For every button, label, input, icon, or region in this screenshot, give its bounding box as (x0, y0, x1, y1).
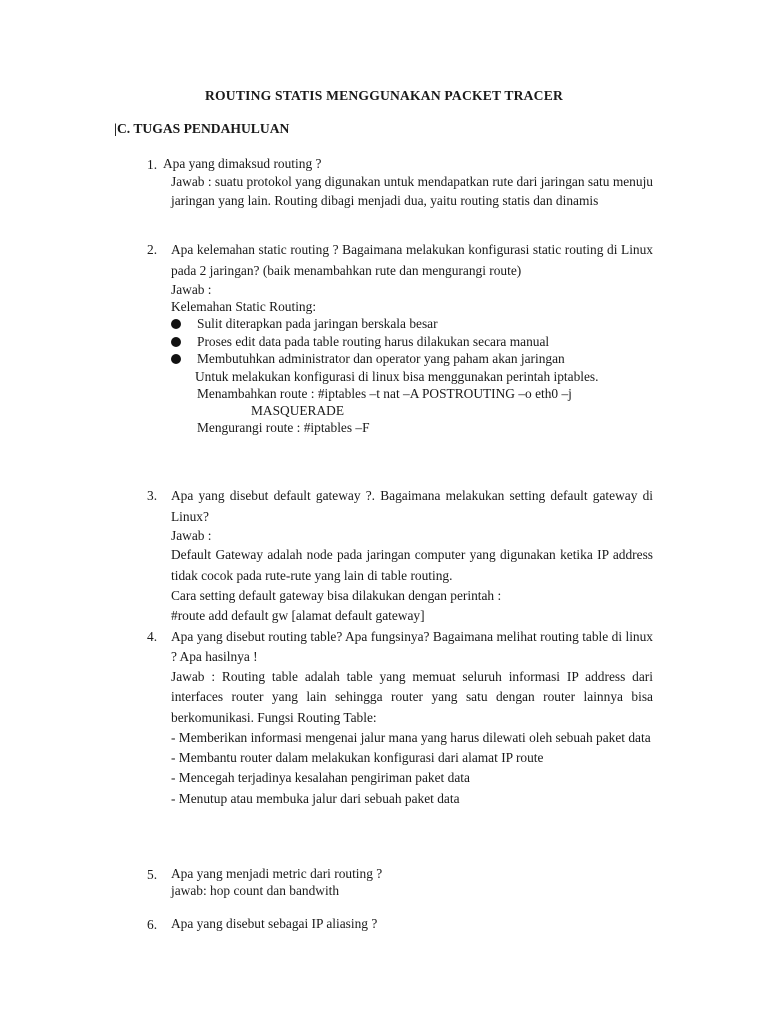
question-text: Apa kelemahan static routing ? Bagaimana melakukan konfigurasi static routing di Linux pada 2 jaringan? (baik menambahkan rute dan mengurangi route) (171, 242, 653, 278)
weakness-heading: Kelemahan Static Routing: (171, 299, 317, 314)
bullet-icon (171, 354, 181, 364)
question-number: 3. (147, 488, 158, 503)
answer-text: Jawab : suatu protokol yang digunakan untuk mendapatkan rute dari jaringan satu menuju jaringan yang lain. Routing dibagi menjadi dua, yaitu routing statis dan dinamis (171, 174, 653, 208)
list-item: - Menutup atau membuka jalur dari sebuah paket data (171, 790, 460, 806)
list-item: Sulit diterapkan pada jaringan berskala besar (147, 315, 653, 333)
question-number: 1. (147, 157, 158, 172)
list-item: Proses edit data pada table routing harus dilakukan secara manual (147, 333, 653, 351)
question-1 (147, 155, 653, 210)
question-5 (147, 865, 653, 899)
answer-label: Jawab : (171, 528, 212, 543)
add-route-command-cont: MASQUERADE (251, 402, 344, 418)
question-text: Apa yang disebut routing table? Apa fungsinya? Bagaimana melihat routing table di linux ? Apa hasilnya ! (171, 629, 653, 664)
answer-label: Jawab : (171, 282, 212, 297)
question-number: 6. (147, 917, 158, 932)
question-text: Apa yang disebut default gateway ?. Bagaimana melakukan setting default gateway di Linux? (171, 488, 653, 524)
question-number: 2. (147, 242, 158, 257)
answer-text: Jawab : Routing table adalah table yang memuat seluruh informasi IP address dari interfaces router yang lain sehingga router yang satu dengan router lainnya bisa berkomunikasi. Fungsi Routing Table: (171, 669, 653, 725)
remove-route-command: Mengurangi route : #iptables –F (197, 419, 370, 435)
question-4 (147, 627, 653, 809)
question-number: 4. (147, 629, 158, 644)
question-text: Apa yang disebut sebagai IP aliasing ? (171, 916, 378, 931)
document-title: ROUTING STATIS MENGGUNAKAN PACKET TRACER (205, 88, 563, 103)
question-2 (147, 240, 653, 436)
question-text: Apa yang menjadi metric dari routing ? (171, 866, 383, 881)
question-number: 5. (147, 867, 158, 882)
bullet-icon (171, 319, 181, 329)
config-text: Untuk melakukan konfigurasi di linux bisa menggunakan perintah iptables. (195, 368, 599, 384)
question-3 (147, 486, 653, 626)
list-item: - Membantu router dalam melakukan konfigurasi dari alamat IP route (171, 750, 544, 766)
question-6 (147, 915, 653, 932)
list-item: - Mencegah terjadinya kesalahan pengiriman paket data (171, 770, 470, 786)
add-route-command: Menambahkan route : #iptables –t nat –A POSTROUTING –o eth0 –j (197, 385, 572, 401)
question-text: Apa yang dimaksud routing ? (163, 156, 322, 171)
list-item: - Memberikan informasi mengenai jalur mana yang harus dilewati oleh sebuah paket data (171, 729, 651, 745)
route-command: #route add default gw [alamat default gateway] (171, 608, 425, 623)
list-item: Membutuhkan administrator dan operator yang paham akan jaringan (147, 350, 653, 368)
answer-text: jawab: hop count dan bandwith (171, 883, 340, 898)
weakness-list (171, 315, 653, 368)
setting-text: Cara setting default gateway bisa dilakukan dengan perintah : (171, 588, 502, 603)
section-heading: |C. TUGAS PENDAHULUAN (114, 121, 290, 136)
bullet-icon (171, 337, 181, 347)
answer-text: Default Gateway adalah node pada jaringan computer yang digunakan ketika IP address tidak cocok pada rute-rute yang lain di table routing. (171, 547, 653, 583)
